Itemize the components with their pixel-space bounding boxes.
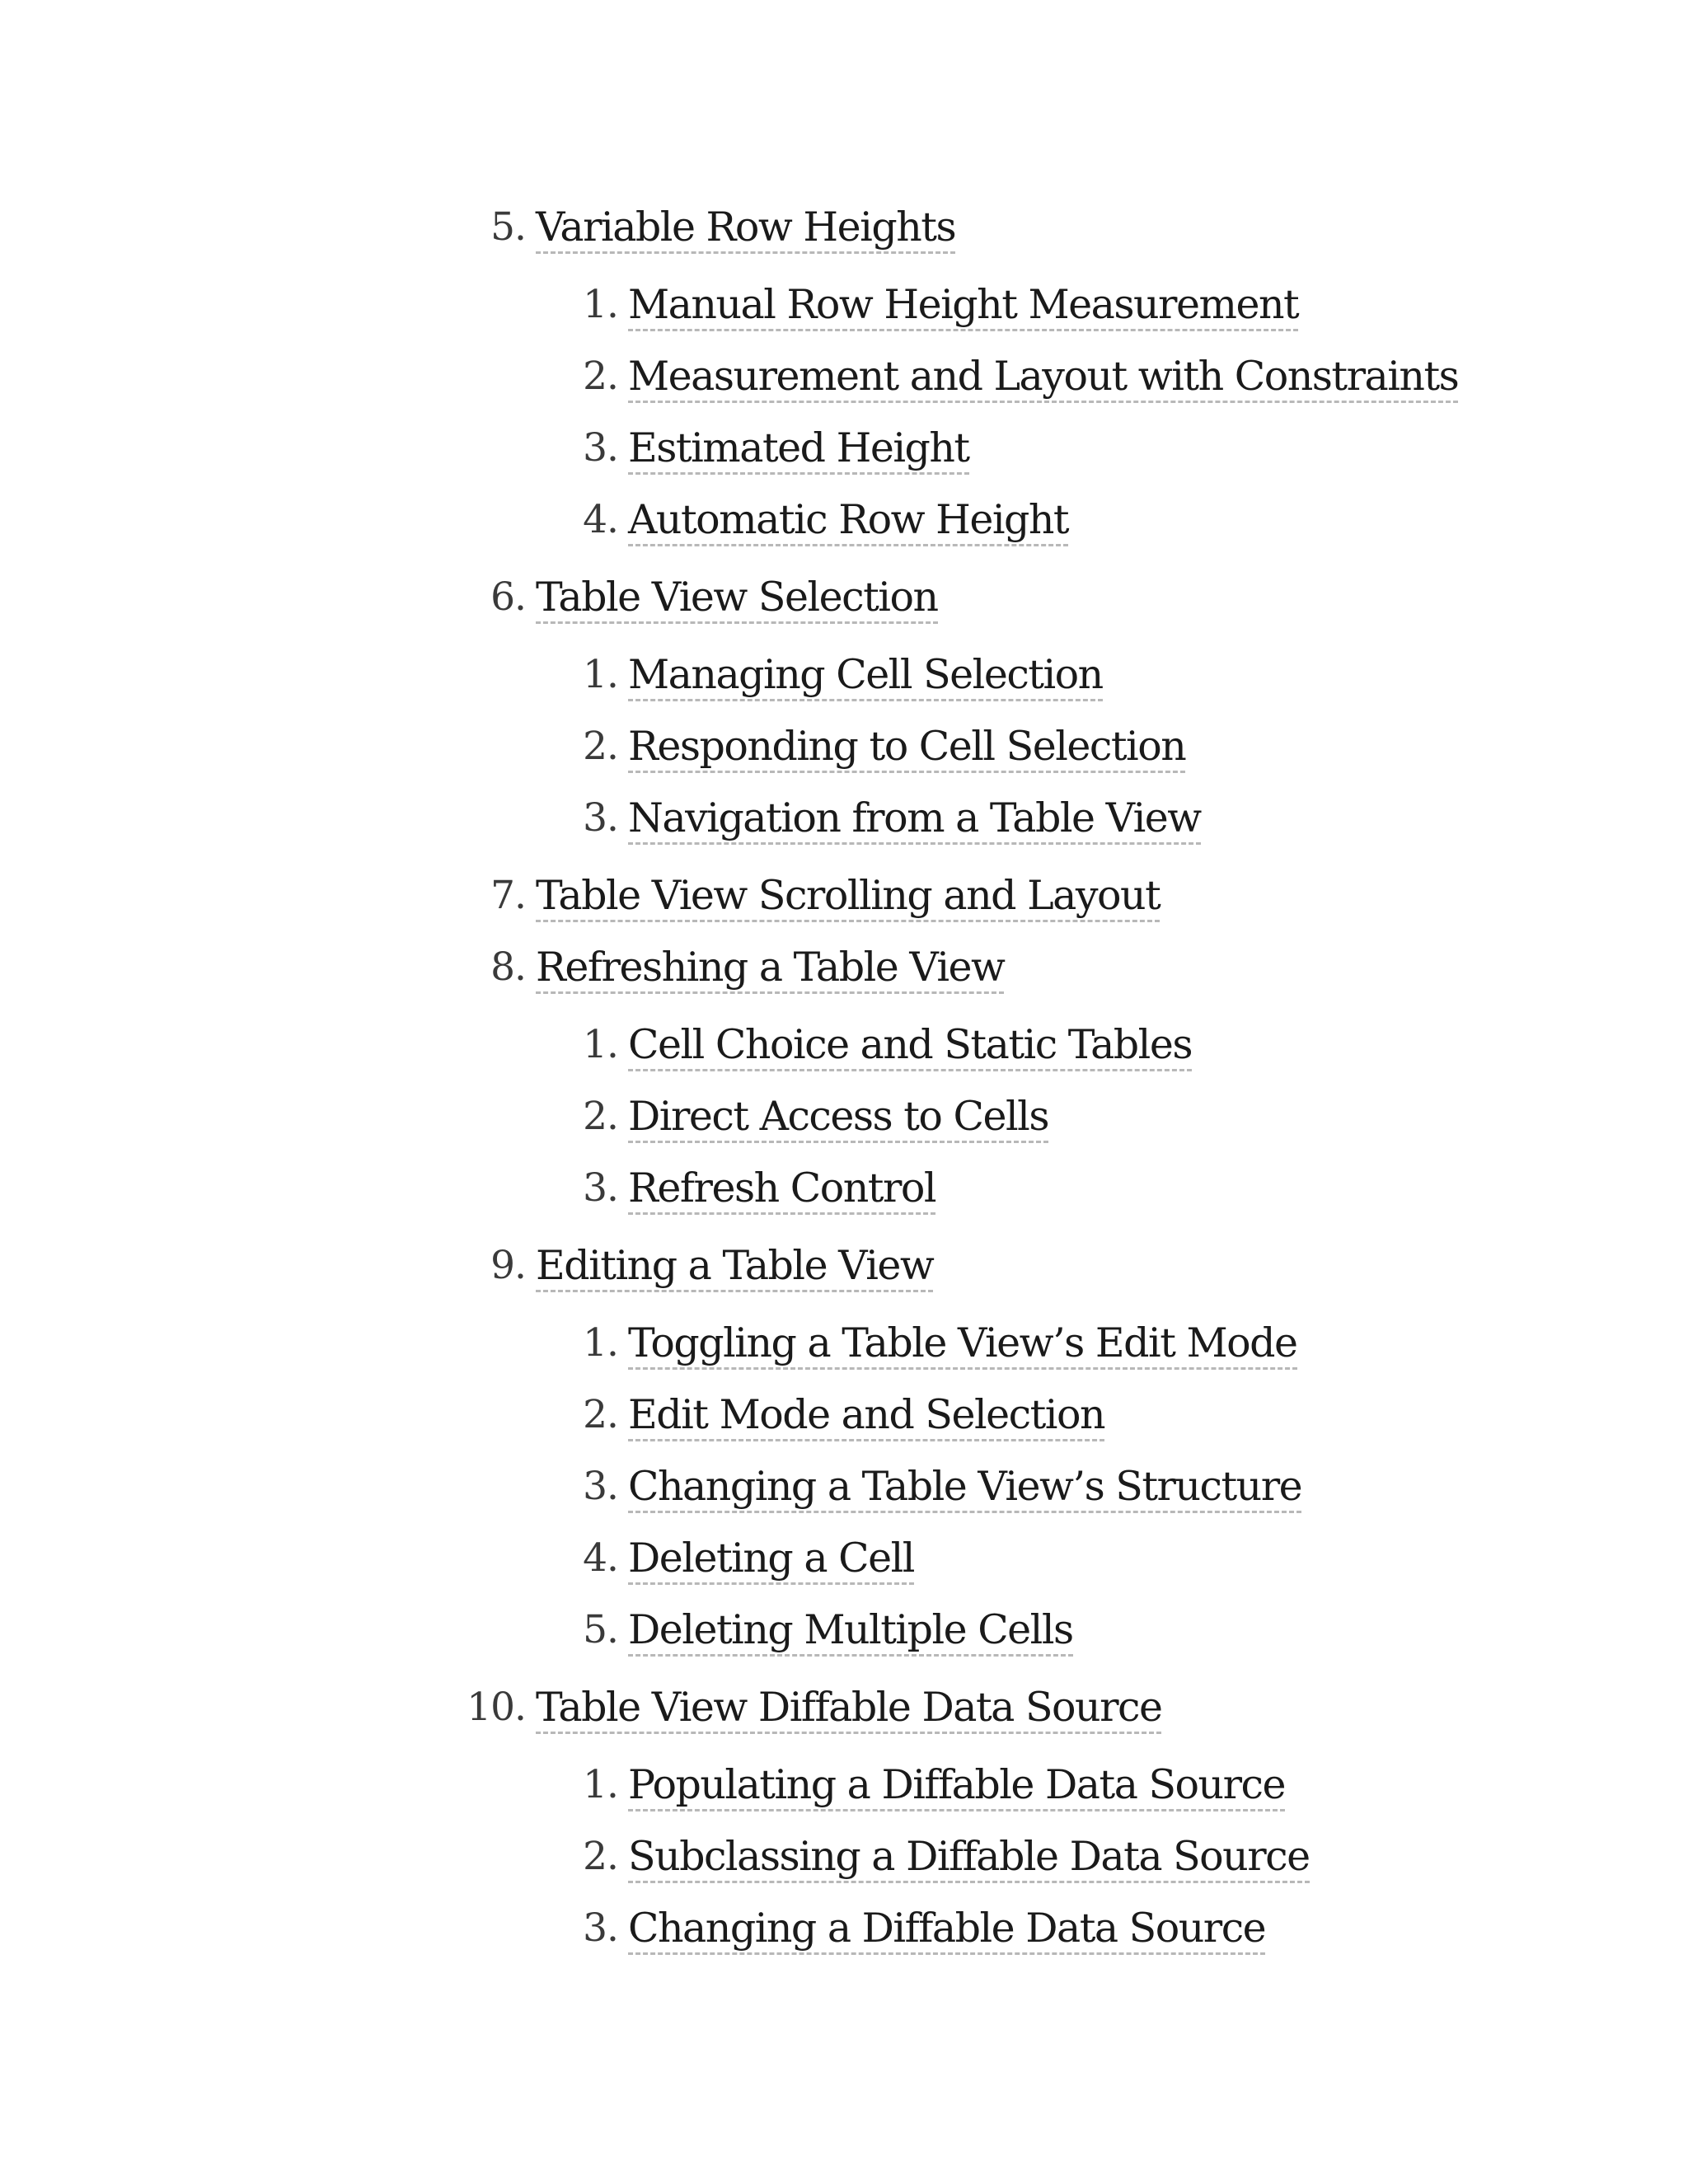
subsection-link[interactable]: Navigation from a Table View [628,794,1201,845]
toc-section-item [490,863,1160,929]
subsection-link[interactable]: Deleting Multiple Cells [628,1606,1073,1657]
toc-subsection-item [583,272,1299,338]
subsection-number: 3. [583,795,618,841]
toc-section-item [490,565,938,630]
subsection-link[interactable]: Cell Choice and Static Tables [628,1021,1192,1071]
subsection-link[interactable]: Estimated Height [628,424,969,475]
section-link[interactable]: Refreshing a Table View [536,944,1004,994]
toc-subsection-item [583,1824,1310,1890]
subsection-number: 3. [583,1165,618,1211]
subsection-link[interactable]: Refresh Control [628,1165,935,1215]
toc-subsection-item [583,1454,1302,1520]
subsection-link[interactable]: Changing a Diffable Data Source [628,1905,1265,1955]
toc-section-item [490,1233,934,1299]
toc-subsection-item [583,1084,1048,1150]
subsection-number: 1. [583,1320,618,1366]
toc-subsection-item [583,1752,1285,1818]
section-number: 8. [490,944,526,990]
toc-subsection-item [583,642,1103,708]
subsection-link[interactable]: Changing a Table View’s Structure [628,1463,1301,1513]
subsection-number: 1. [583,652,618,697]
section-number: 7. [490,873,526,918]
toc-subsection-item [583,1382,1104,1448]
section-link[interactable]: Variable Row Heights [536,204,955,254]
toc-subsection-item [583,1597,1073,1663]
subsection-number: 1. [583,1762,618,1807]
subsection-number: 3. [583,425,618,471]
section-link[interactable]: Table View Diffable Data Source [536,1684,1161,1734]
toc-subsection-item [583,1896,1266,1961]
section-link[interactable]: Table View Selection [536,574,938,624]
section-link[interactable]: Editing a Table View [536,1242,933,1292]
section-link[interactable]: Table View Scrolling and Layout [536,872,1160,922]
subsection-link[interactable]: Toggling a Table View’s Edit Mode [628,1319,1297,1370]
toc-subsection-item [583,785,1201,851]
toc-subsection-item [583,714,1186,780]
subsection-link[interactable]: Manual Row Height Measurement [628,281,1298,331]
toc-section-item [490,935,1005,1001]
subsection-number: 1. [583,282,618,327]
subsection-link[interactable]: Managing Cell Selection [628,651,1103,701]
toc-subsection-item [583,1310,1297,1376]
subsection-number: 2. [583,1834,618,1879]
subsection-link[interactable]: Automatic Row Height [628,496,1068,546]
toc-section-item [490,194,956,260]
subsection-link[interactable]: Direct Access to Cells [628,1093,1048,1143]
toc-subsection-item [583,1526,914,1591]
toc-section-item [467,1675,1162,1741]
subsection-number: 4. [583,1535,618,1581]
subsection-link[interactable]: Edit Mode and Selection [628,1391,1104,1441]
section-number: 10. [467,1685,526,1730]
subsection-number: 5. [583,1607,618,1652]
subsection-number: 2. [583,354,618,399]
toc-subsection-item [583,487,1069,553]
subsection-number: 3. [583,1905,618,1951]
toc-subsection-item [583,344,1459,410]
subsection-number: 2. [583,1392,618,1437]
section-number: 5. [490,204,526,250]
subsection-number: 2. [583,1094,618,1139]
subsection-link[interactable]: Measurement and Layout with Constraints [628,353,1458,403]
subsection-number: 2. [583,724,618,769]
toc-subsection-item [583,415,969,481]
section-number: 6. [490,574,526,620]
subsection-link[interactable]: Responding to Cell Selection [628,723,1185,773]
toc-subsection-item [583,1155,936,1221]
subsection-number: 4. [583,497,618,542]
subsection-link[interactable]: Deleting a Cell [628,1535,914,1585]
subsection-number: 3. [583,1464,618,1509]
subsection-link[interactable]: Subclassing a Diffable Data Source [628,1833,1310,1883]
toc-subsection-item [583,1012,1192,1078]
section-number: 9. [490,1243,526,1288]
subsection-link[interactable]: Populating a Diffable Data Source [628,1761,1285,1811]
subsection-number: 1. [583,1022,618,1067]
